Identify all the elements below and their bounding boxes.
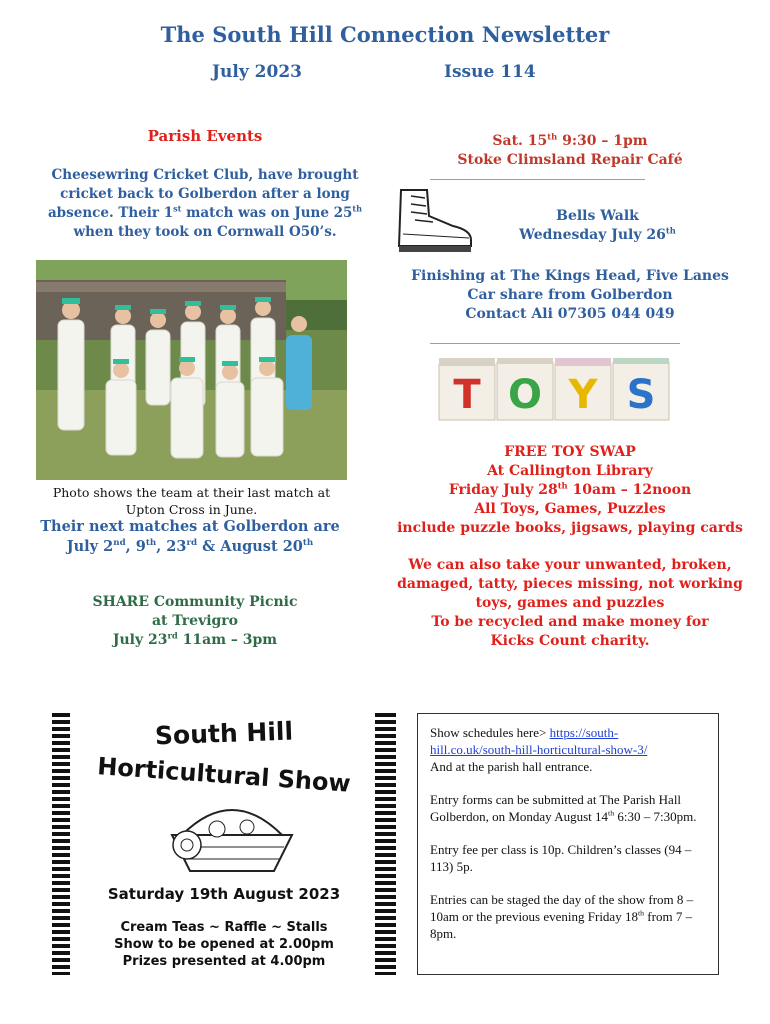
cricket-article xyxy=(20,166,390,242)
toy-recycle-notice xyxy=(380,556,760,651)
show-details xyxy=(70,919,378,970)
walk-title: Bells Walk xyxy=(556,208,639,224)
horticultural-show-poster xyxy=(52,713,398,975)
toy-swap-line: include puzzle books, jigsaws, playing cards xyxy=(397,520,743,536)
picnic-line: at Trevigro xyxy=(151,613,239,629)
bells-walk xyxy=(480,207,715,245)
show-date: Saturday 19th August 2023 xyxy=(107,885,341,903)
caption-line: Photo shows the team at their last match at xyxy=(52,485,331,500)
schedule-paragraph: Show schedules here> https://south- hill.co.uk/south-hill-horticultural-show-3/ And at the parish hall entrance. xyxy=(430,725,648,774)
show-detail-line: Cream Teas ~ Raffle ~ Stalls xyxy=(120,920,328,935)
picnic-line: SHARE Community Picnic xyxy=(92,594,298,610)
walk-detail-line: Finishing at The Kings Head, Five Lanes xyxy=(411,268,729,284)
repair-cafe xyxy=(395,132,745,170)
toy-recycle-line: Kicks Count charity. xyxy=(490,633,650,649)
toy-swap-line: Friday July 28th 10am – 12noon xyxy=(448,480,692,498)
toy-recycle-line: toys, games and puzzles xyxy=(475,595,665,611)
schedule-link[interactable]: https://south- hill.co.uk/south-hill-horticultural-show-3/ xyxy=(430,725,648,757)
parish-events-heading: Parish Events xyxy=(147,127,263,145)
show-detail-line: Prizes presented at 4.00pm xyxy=(122,954,326,969)
cricket-line: absence. Their 1st match was on June 25th xyxy=(47,203,363,221)
newsletter-title: The South Hill Connection Newsletter xyxy=(160,22,610,47)
toy-swap-line: All Toys, Games, Puzzles xyxy=(474,501,666,517)
toy-block-letter: O xyxy=(507,372,543,418)
toy-recycle-line: damaged, tatty, pieces missing, not working xyxy=(397,576,743,592)
next-matches-dates: July 2nd, 9th, 23rd & August 20th xyxy=(66,538,314,555)
caption-line: Upton Cross in June. xyxy=(125,502,258,517)
show-title-line1: South Hill xyxy=(154,716,294,751)
toy-block-letter: S xyxy=(626,372,656,418)
picnic-notice xyxy=(40,593,350,650)
walk-detail-line: Car share from Golberdon xyxy=(467,287,673,303)
issue-month: July 2023 xyxy=(212,62,302,82)
next-matches xyxy=(30,517,350,557)
show-title-line2: Horticultural Show xyxy=(96,752,352,798)
picnic-line: July 23rd 11am – 3pm xyxy=(112,630,278,648)
toy-block-letter: T xyxy=(453,372,481,418)
basket-of-flowers-icon xyxy=(162,795,302,877)
issue-number: Issue 114 xyxy=(444,62,536,82)
toy-swap-notice xyxy=(380,443,760,538)
toy-recycle-line: We can also take your unwanted, broken, xyxy=(408,557,732,573)
celtic-border-left xyxy=(52,713,70,975)
show-info-box xyxy=(417,713,719,975)
toy-recycle-line: To be recycled and make money for xyxy=(431,614,709,630)
toy-block-letter: Y xyxy=(568,372,598,418)
toys-blocks-image xyxy=(437,356,673,424)
show-detail-line: Show to be opened at 2.00pm xyxy=(114,937,334,952)
hiking-boot-icon xyxy=(393,186,475,254)
cricket-line: cricket back to Golberdon after a long xyxy=(60,186,350,202)
walk-date: Wednesday July 26th xyxy=(519,225,676,243)
photo-caption xyxy=(36,484,347,518)
toy-swap-line: At Callington Library xyxy=(487,463,653,479)
next-matches-line: Their next matches at Golberdon are xyxy=(40,518,340,535)
cricket-team-photo xyxy=(36,260,347,480)
cricket-line: when they took on Cornwall O50’s. xyxy=(73,224,337,240)
divider xyxy=(430,343,680,344)
walk-contact: Contact Ali 07305 044 049 xyxy=(465,306,675,322)
entry-forms-paragraph: Entry forms can be submitted at The Parish Hall Golberdon, on Monday August 14th 6:30 – 7:30pm. xyxy=(430,792,697,824)
walk-details xyxy=(390,267,750,324)
cricket-line: Cheesewring Cricket Club, have brought xyxy=(51,167,359,183)
toy-swap-title: FREE TOY SWAP xyxy=(504,444,636,460)
divider xyxy=(430,179,645,180)
repair-line: Stoke Climsland Repair Café xyxy=(457,152,683,168)
entry-fee-paragraph: Entry fee per class is 10p. Children’s classes (94 – 113) 5p. xyxy=(430,842,692,874)
repair-line: Sat. 15th 9:30 – 1pm xyxy=(492,131,648,149)
celtic-border-middle xyxy=(375,713,395,975)
staging-paragraph: Entries can be staged the day of the show from 8 – 10am or the previous evening Friday 18th from 7 – 8pm. xyxy=(430,892,694,941)
